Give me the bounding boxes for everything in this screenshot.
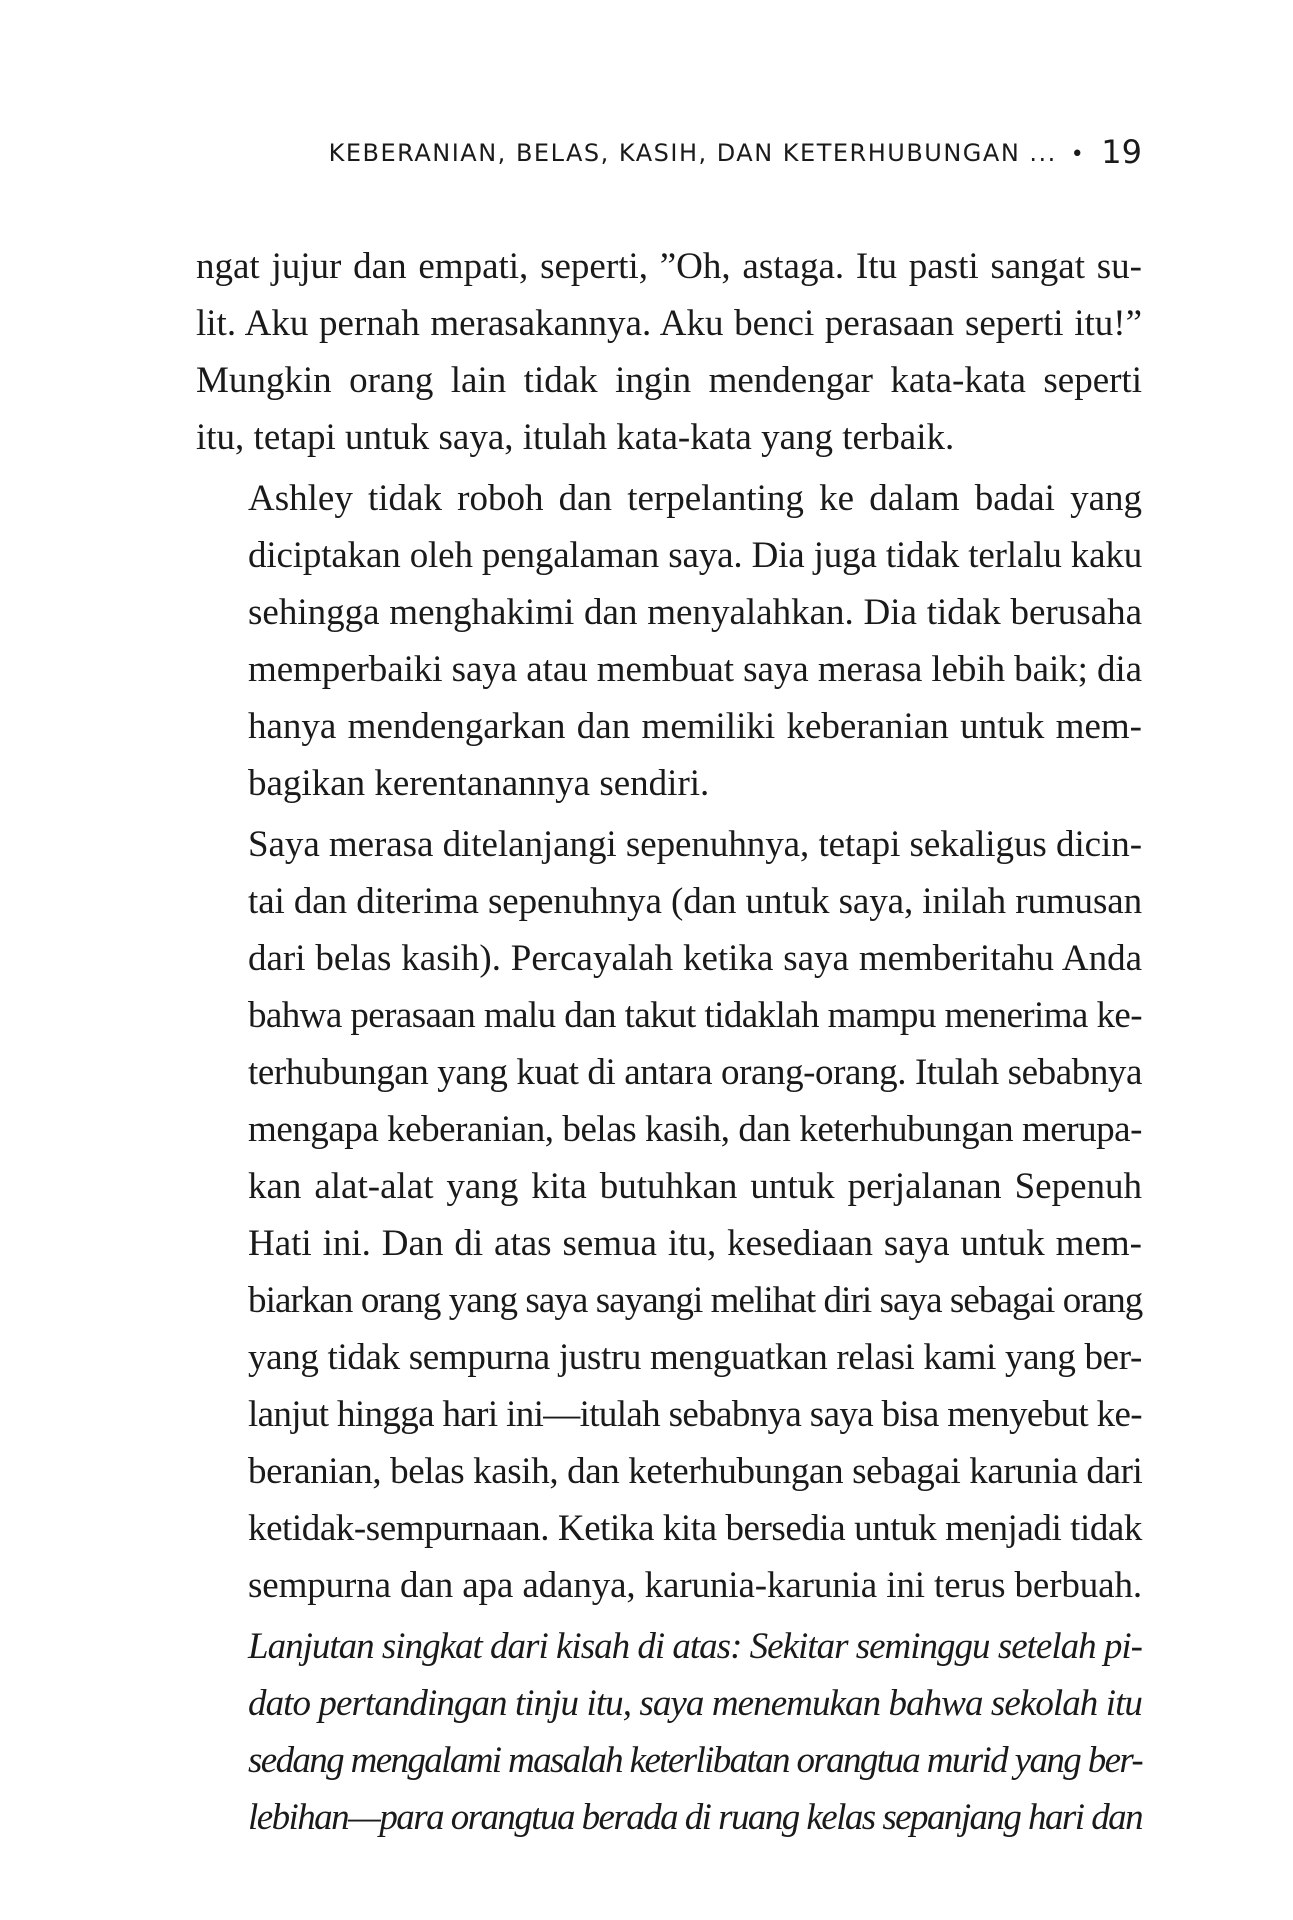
text-line: dato pertandingan tinju itu, saya menemukan bahwa sekolah itu: [248, 1683, 1142, 1724]
running-title: KEBERANIAN, BELAS, KASIH, DAN KETERHUBUNGAN ...: [328, 139, 1057, 167]
text-line: biarkan orang yang saya sayangi melihat diri saya sebagai orang: [248, 1280, 1143, 1321]
text-line: bagikan kerentanannya sendiri.: [248, 763, 710, 804]
text-line: itu, tetapi untuk saya, itulah kata-kata yang terbaik.: [196, 417, 955, 458]
text-line: bahwa perasaan malu dan takut tidaklah mampu menerima ke-: [248, 995, 1142, 1036]
paragraph-lanjutan-italic: [196, 1618, 1142, 1846]
text-line: yang tidak sempurna justru menguatkan relasi kami yang ber-: [248, 1337, 1142, 1378]
text-line: hanya mendengarkan dan memiliki keberanian untuk mem-: [248, 706, 1142, 747]
text-line: sehingga menghakimi dan menyalahkan. Dia tidak berusaha: [248, 592, 1142, 633]
text-line: lit. Aku pernah merasakannya. Aku benci perasaan seperti itu!”: [196, 303, 1142, 344]
text-line: sempurna dan apa adanya, karunia-karunia ini terus berbuah.: [248, 1565, 1142, 1606]
text-line: sedang mengalami masalah keterlibatan orangtua murid yang ber-: [248, 1740, 1143, 1781]
paragraph-continuation: [196, 238, 1142, 466]
bullet-separator: •: [1070, 142, 1086, 167]
text-line: ngat jujur dan empati, seperti, ”Oh, astaga. Itu pasti sangat su-: [196, 246, 1142, 287]
text-line: Saya merasa ditelanjangi sepenuhnya, tetapi sekaligus dicin-: [248, 824, 1142, 865]
text-line: Hati ini. Dan di atas semua itu, kesediaan saya untuk mem-: [248, 1223, 1142, 1264]
body-text: [196, 238, 1142, 1846]
text-line: Ashley tidak roboh dan terpelanting ke dalam badai yang: [248, 478, 1142, 519]
text-line: ketidak-sempurnaan. Ketika kita bersedia untuk menjadi tidak: [248, 1508, 1142, 1549]
paragraph-saya-merasa: [196, 816, 1142, 1614]
paragraph-ashley: [196, 470, 1142, 812]
text-line: lanjut hingga hari ini—itulah sebabnya saya bisa menyebut ke-: [248, 1394, 1142, 1435]
text-line: Lanjutan singkat dari kisah di atas: Sekitar seminggu setelah pi-: [248, 1626, 1142, 1667]
text-line: terhubungan yang kuat di antara orang-orang. Itulah sebabnya: [248, 1052, 1142, 1093]
text-line: diciptakan oleh pengalaman saya. Dia juga tidak terlalu kaku: [248, 535, 1143, 576]
text-line: dari belas kasih). Percayalah ketika saya memberitahu Anda: [248, 938, 1142, 979]
text-line: kan alat-alat yang kita butuhkan untuk perjalanan Sepenuh: [248, 1166, 1142, 1207]
page-number: 19: [1101, 133, 1142, 171]
text-line: lebihan—para orangtua berada di ruang kelas sepanjang hari dan: [248, 1797, 1142, 1838]
text-line: memperbaiki saya atau membuat saya merasa lebih baik; dia: [248, 649, 1142, 690]
text-line: beranian, belas kasih, dan keterhubungan sebagai karunia dari: [248, 1451, 1143, 1492]
text-line: tai dan diterima sepenuhnya (dan untuk saya, inilah rumusan: [248, 881, 1143, 922]
text-line: mengapa keberanian, belas kasih, dan keterhubungan merupa-: [248, 1109, 1142, 1150]
running-header: [196, 132, 1142, 175]
text-line: Mungkin orang lain tidak ingin mendengar kata-kata seperti: [196, 360, 1142, 401]
